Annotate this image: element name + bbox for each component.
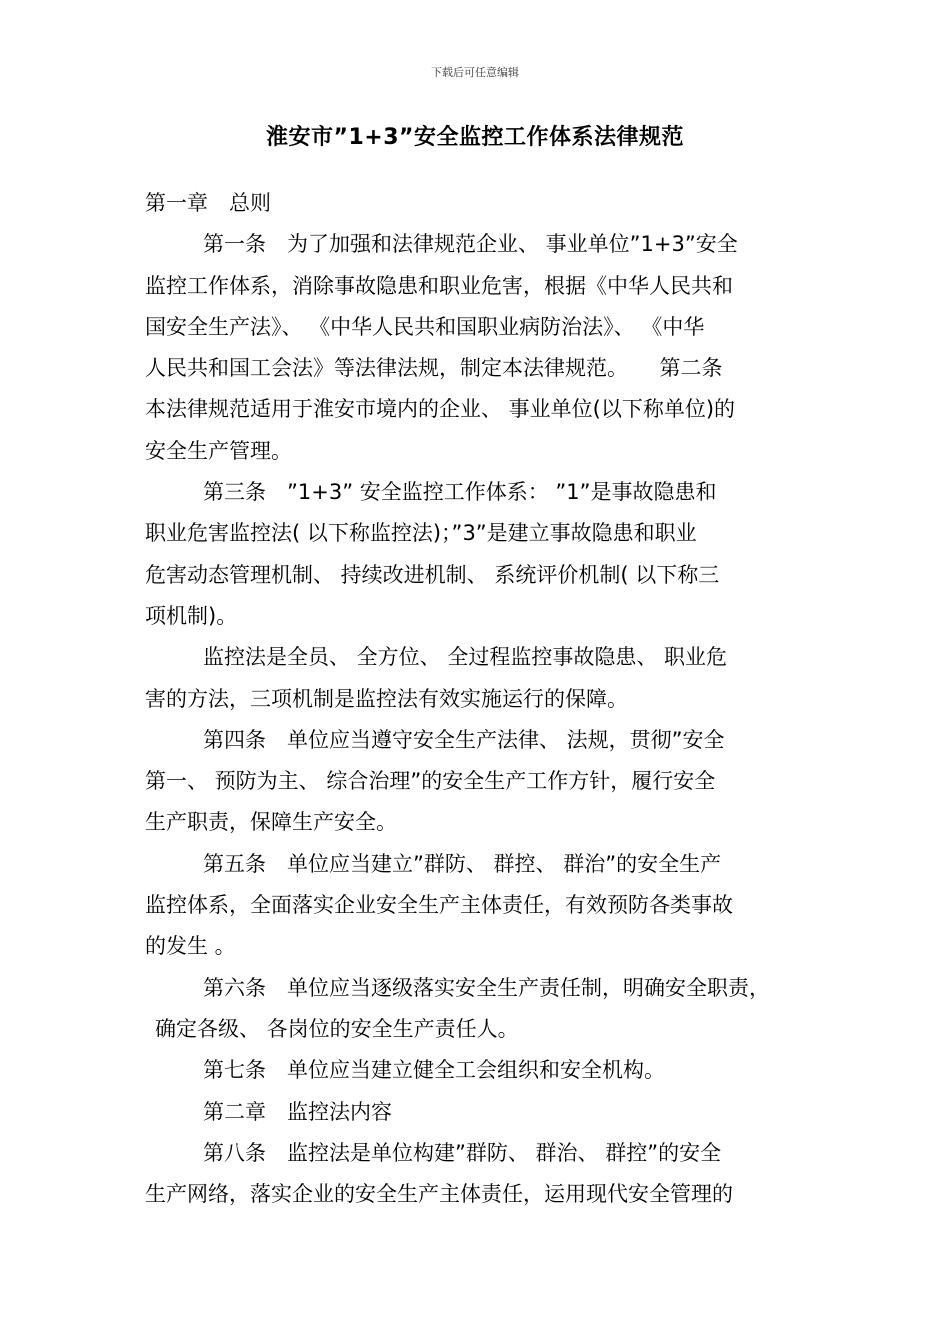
text-line: 安全生产管理。 — [145, 438, 292, 463]
text-line: 监控工作体系，消除事故隐患和职业危害，根据《中华人民共和 — [145, 273, 733, 298]
text-line: 人民共和国工会法》等法律法规，制定本法律规范。 第二条 — [145, 356, 723, 381]
text-line: 国安全生产法》、 《中华人民共和国职业病防治法》、 《中华 — [145, 314, 705, 339]
text-line: 职业危害监控法( 以下称监控法)；”3”是建立事故隐患和职业 — [145, 521, 697, 546]
document-title: 淮安市”1+3”安全监控工作体系法律规范 — [266, 125, 684, 150]
document-body — [145, 183, 810, 1215]
text-line: 第二章 监控法内容 — [203, 1099, 392, 1124]
text-line: 第六条 单位应当逐级落实安全生产责任制，明确安全职责， — [203, 975, 770, 1000]
text-line: 第五条 单位应当建立”群防、 群控、 群治”的安全生产 — [203, 851, 722, 876]
text-line: 监控体系，全面落实企业安全生产主体责任，有效预防各类事故 — [145, 893, 733, 918]
text-line: 第一章 总则 — [145, 191, 271, 215]
text-line: 第四条 单位应当遵守安全生产法律、 法规，贯彻”安全 — [203, 727, 725, 752]
header-note: 下载后可任意编辑 — [431, 66, 519, 79]
text-line: 第八条 监控法是单位构建”群防、 群治、 群控”的安全 — [203, 1140, 722, 1165]
text-line: 确定各级、 各岗位的安全生产责任人。 — [155, 1016, 519, 1041]
text-line: 第七条 单位应当建立健全工会组织和安全机构。 — [203, 1058, 665, 1083]
text-line: 监控法是全员、 全方位、 全过程监控事故隐患、 职业危 — [203, 645, 728, 670]
text-line: 项机制)。 — [145, 603, 238, 628]
text-line: 第一、 预防为主、 综合治理”的安全生产工作方针，履行安全 — [145, 769, 716, 794]
text-line: 危害动态管理机制、 持续改进机制、 系统评价机制( 以下称三 — [145, 562, 720, 587]
text-line: 第三条 ”1+3” 安全监控工作体系： ”1”是事故隐患和 — [203, 480, 717, 505]
text-line: 生产职责，保障生产安全。 — [145, 810, 397, 835]
text-line: 害的方法，三项机制是监控法有效实施运行的保障。 — [145, 686, 628, 711]
text-line: 本法律规范适用于淮安市境内的企业、 事业单位(以下称单位)的 — [145, 397, 736, 422]
text-line: 第一条 为了加强和法律规范企业、 事业单位”1+3”安全 — [203, 232, 738, 257]
text-line: 生产网络，落实企业的安全生产主体责任，运用现代安全管理的 — [145, 1182, 733, 1207]
text-line: 的发生 。 — [145, 934, 236, 959]
